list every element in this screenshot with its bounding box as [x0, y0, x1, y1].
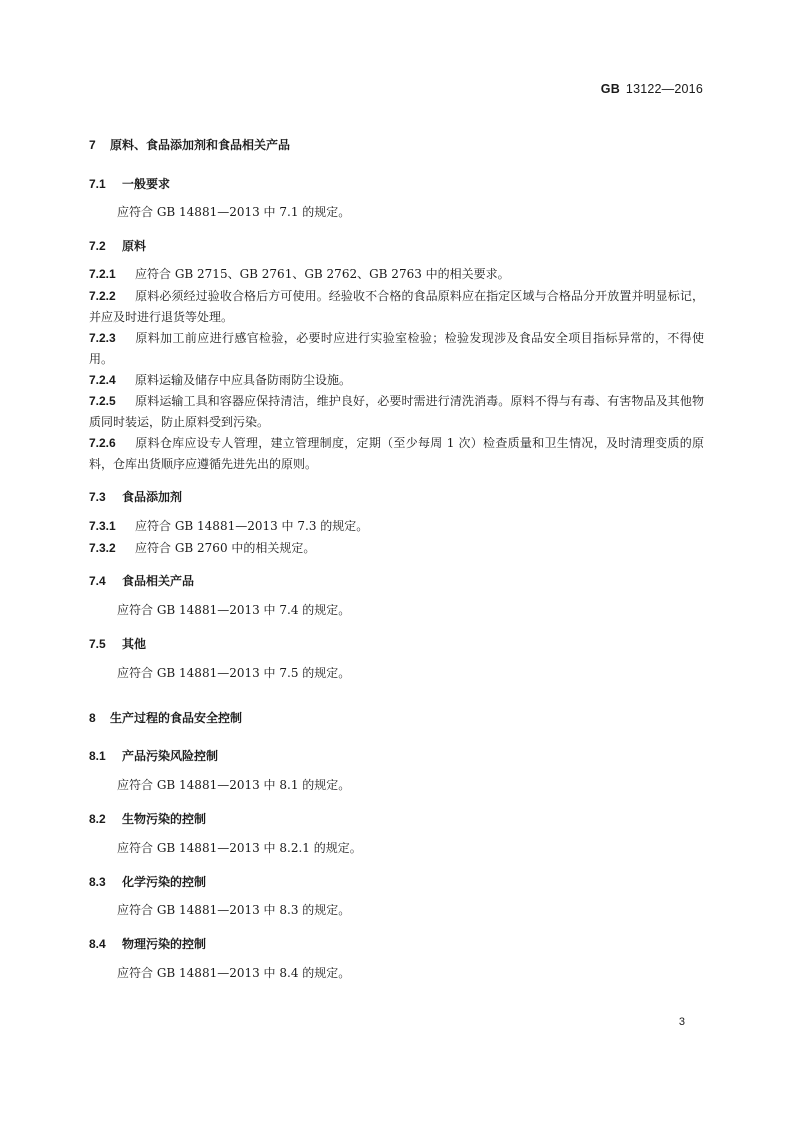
page-number: 3	[678, 1016, 685, 1028]
document-header	[601, 82, 703, 96]
section-title: 食品相关产品	[122, 574, 195, 588]
section-title: 原料	[122, 239, 147, 253]
section-8-4-heading	[89, 935, 704, 952]
section-number: 7.2	[89, 239, 106, 253]
section-number: 8.1	[89, 749, 106, 763]
section-number: 8.3	[89, 875, 106, 889]
section-8-4-text: 应符合 GB 14881—2013 中 8.4 的规定。	[117, 966, 351, 980]
standard-number: 13122—2016	[625, 82, 703, 96]
section-8-heading	[89, 709, 704, 726]
clause-number: 7.2.6	[89, 436, 116, 450]
section-number: 7.1	[89, 177, 106, 191]
section-7-heading	[89, 136, 704, 153]
section-title: 原料、食品添加剂和食品相关产品	[110, 138, 291, 152]
section-7-1-heading	[89, 175, 704, 192]
clause-number: 7.2.2	[89, 289, 116, 303]
clause-text: 原料仓库应设专人管理，建立管理制度，定期（至少每周 1 次）检查质量和卫生情况，及时清理变质的原料，仓库出货顺序应遵循先进先出的原则。	[89, 436, 704, 471]
clause-text: 应符合 GB 2760 中的相关规定。	[135, 541, 316, 555]
section-7-2-heading	[89, 237, 704, 254]
clause-text: 原料运输工具和容器应保持清洁，维护良好，必要时需进行清洗消毒。原料不得与有毒、有害物品及其他物质同时装运，防止原料受到污染。	[89, 394, 704, 429]
section-title: 生产过程的食品安全控制	[110, 711, 243, 725]
section-number: 8.4	[89, 937, 106, 951]
standard-code: GB	[600, 82, 620, 96]
section-title: 食品添加剂	[122, 490, 183, 504]
section-title: 一般要求	[122, 177, 171, 191]
clause-7-2-1	[89, 264, 704, 285]
section-8-3-heading	[89, 873, 704, 890]
clause-number: 7.2.3	[89, 331, 116, 345]
clause-number: 7.2.5	[89, 394, 116, 408]
section-7-3-heading	[89, 488, 704, 505]
section-8-1-text: 应符合 GB 14881—2013 中 8.1 的规定。	[117, 778, 351, 792]
clause-number: 7.2.4	[89, 373, 116, 387]
section-title: 物理污染的控制	[122, 937, 207, 951]
section-number: 7.4	[89, 574, 106, 588]
section-title: 化学污染的控制	[122, 875, 207, 889]
section-8-2-text: 应符合 GB 14881—2013 中 8.2.1 的规定。	[117, 841, 362, 855]
clause-7-2-6	[89, 433, 704, 475]
clause-number: 7.2.1	[89, 267, 116, 281]
section-7-5-text: 应符合 GB 14881—2013 中 7.5 的规定。	[117, 666, 351, 680]
section-title: 生物污染的控制	[122, 812, 207, 826]
clause-text: 原料运输及储存中应具备防雨防尘设施。	[135, 373, 352, 387]
clause-text: 应符合 GB 2715、GB 2761、GB 2762、GB 2763 中的相关要求。	[135, 267, 510, 281]
clause-7-2-5	[89, 391, 704, 433]
section-8-1-heading	[89, 747, 704, 764]
clause-text: 应符合 GB 14881—2013 中 7.3 的规定。	[135, 519, 369, 533]
section-8-2-heading	[89, 810, 704, 827]
clause-7-3-2	[89, 538, 704, 559]
section-7-1-text: 应符合 GB 14881—2013 中 7.1 的规定。	[117, 205, 351, 219]
clause-7-2-4	[89, 370, 704, 391]
section-title: 产品污染风险控制	[122, 749, 219, 763]
section-7-4-heading	[89, 572, 704, 589]
section-number: 8	[89, 711, 96, 725]
clause-7-2-2	[89, 286, 704, 328]
clause-number: 7.3.2	[89, 541, 116, 555]
section-number: 7.5	[89, 637, 106, 651]
clause-text: 原料加工前应进行感官检验，必要时应进行实验室检验；检验发现涉及食品安全项目指标异常的，不得使用。	[89, 331, 704, 366]
section-8-3-text: 应符合 GB 14881—2013 中 8.3 的规定。	[117, 903, 351, 917]
section-7-5-heading	[89, 635, 704, 652]
section-number: 7.3	[89, 490, 106, 504]
clause-7-3-1	[89, 516, 704, 537]
clause-text: 原料必须经过验收合格后方可使用。经验收不合格的食品原料应在指定区域与合格品分开放置并明显标记，并应及时进行退货等处理。	[89, 289, 704, 324]
section-title: 其他	[122, 637, 147, 651]
clause-7-2-3	[89, 328, 704, 370]
section-number: 8.2	[89, 812, 106, 826]
section-number: 7	[89, 138, 96, 152]
section-7-4-text: 应符合 GB 14881—2013 中 7.4 的规定。	[117, 603, 351, 617]
clause-number: 7.3.1	[89, 519, 116, 533]
